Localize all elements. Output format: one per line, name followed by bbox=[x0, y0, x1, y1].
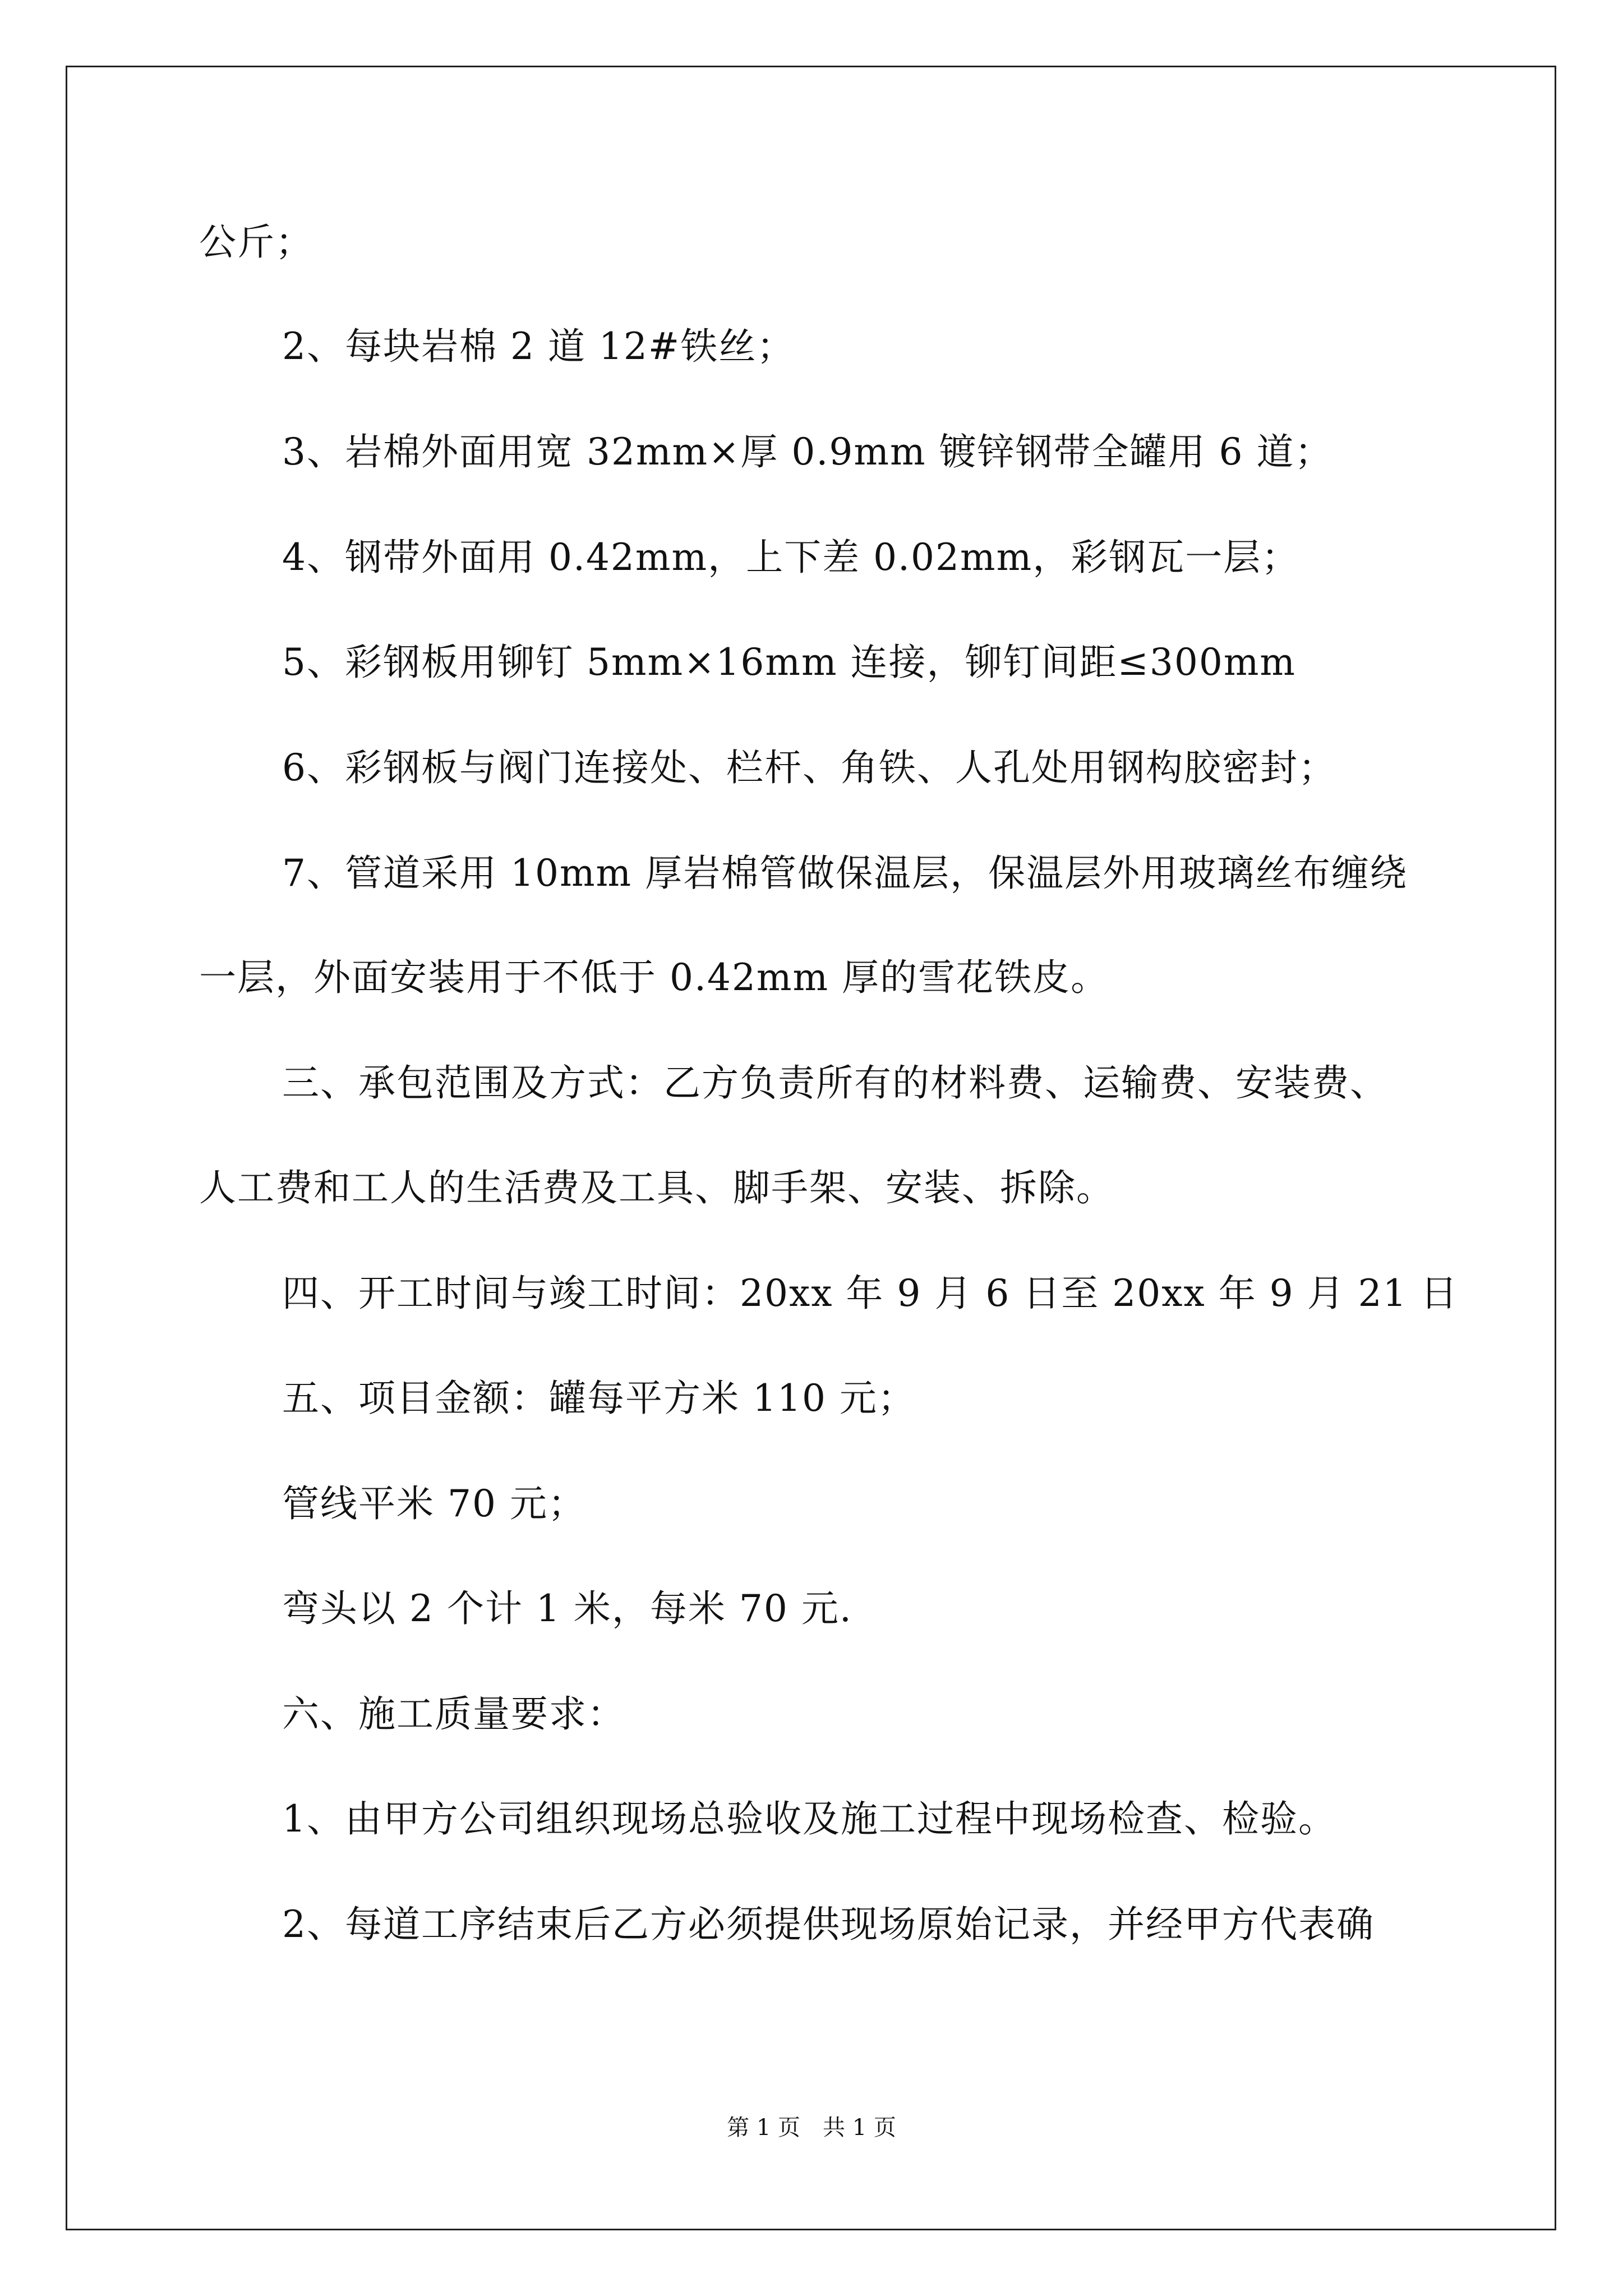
text-line: 一层，外面安装用于不低于 0.42mm 厚的雪花铁皮。 bbox=[199, 956, 1109, 999]
text-line: 4、钢带外面用 0.42mm，上下差 0.02mm，彩钢瓦一层； bbox=[282, 536, 1300, 579]
text-line: 五、项目金额：罐每平方米 110 元； bbox=[282, 1377, 916, 1420]
text-line: 6、彩钢板与阀门连接处、栏杆、角铁、人孔处用钢构胶密封； bbox=[282, 746, 1336, 789]
text-line: 5、彩钢板用铆钉 5mm×16mm 连接，铆钉间距≤300mm bbox=[282, 641, 1297, 684]
text-line: 四、开工时间与竣工时间：20xx 年 9 月 6 日至 20xx 年 9 月 21 日 bbox=[282, 1272, 1459, 1315]
text-line: 三、承包范围及方式：乙方负责所有的材料费、运输费、安装费、 bbox=[282, 1061, 1388, 1105]
text-line: 弯头以 2 个计 1 米，每米 70 元. bbox=[282, 1587, 852, 1630]
text-line: 管线平米 70 元； bbox=[282, 1482, 586, 1525]
text-line: 1、由甲方公司组织现场总验收及施工过程中现场检查、检验。 bbox=[282, 1797, 1336, 1841]
text-line: 2、每道工序结束后乙方必须提供现场原始记录，并经甲方代表确 bbox=[282, 1903, 1375, 1946]
text-line: 人工费和工人的生活费及工具、脚手架、安装、拆除。 bbox=[199, 1166, 1114, 1209]
text-line: 2、每块岩棉 2 道 12#铁丝； bbox=[282, 325, 795, 368]
text-line: 六、施工质量要求： bbox=[282, 1692, 625, 1736]
page-footer: 第 1 页 共 1 页 bbox=[727, 2115, 896, 2141]
text-line: 7、管道采用 10mm 厚岩棉管做保温层，保温层外用玻璃丝布缠绕 bbox=[282, 852, 1408, 895]
text-line: 3、岩棉外面用宽 32mm×厚 0.9mm 镀锌钢带全罐用 6 道； bbox=[282, 430, 1333, 473]
text-line: 公斤； bbox=[199, 220, 313, 264]
